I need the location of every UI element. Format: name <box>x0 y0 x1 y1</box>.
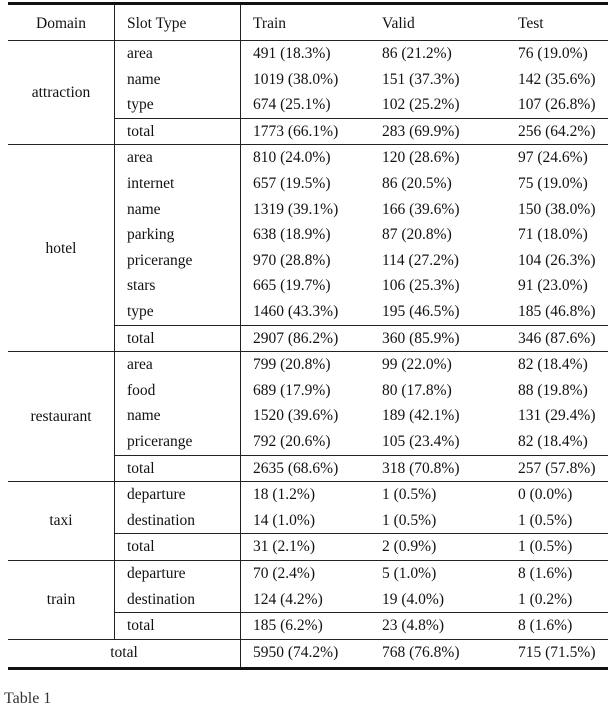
slot-type-cell: area <box>115 145 241 171</box>
test-cell: 76 (19.0%) <box>518 45 588 63</box>
test-cell: 346 (87.6%) <box>506 325 608 352</box>
valid-cell: 23 (4.8%) <box>370 613 506 640</box>
slot-type-cell: pricerange <box>115 248 241 274</box>
table-body <box>8 41 608 669</box>
domain-cell: hotel <box>8 145 115 352</box>
table-row <box>8 145 608 171</box>
header-test: Test <box>506 4 608 41</box>
train-cell: 70 (2.4%) <box>241 560 371 586</box>
train-cell: 810 (24.0%) <box>241 145 371 171</box>
train-cell: 2635 (68.6%) <box>241 455 371 482</box>
valid-cell: 105 (23.4%) <box>382 432 460 450</box>
test-cell: 71 (18.0%) <box>518 226 588 244</box>
valid-cell: 80 (17.8%) <box>382 381 452 399</box>
slot-type-cell: name <box>115 403 241 429</box>
test-cell: 91 (23.0%) <box>518 277 588 295</box>
train-cell: 689 (17.9%) <box>253 381 331 399</box>
test-cell: 1 (0.5%) <box>506 534 608 561</box>
slot-type-cell: total <box>115 534 241 561</box>
slot-type-cell: total <box>115 613 241 640</box>
domain-cell: restaurant <box>8 352 115 482</box>
test-cell: 104 (26.3%) <box>518 251 596 269</box>
train-cell: 674 (25.1%) <box>253 96 331 114</box>
domain-cell: attraction <box>8 41 115 145</box>
slot-type-cell: departure <box>115 482 241 508</box>
table-row <box>8 41 608 67</box>
slot-type-cell: total <box>115 325 241 352</box>
slot-type-cell: destination <box>115 508 241 534</box>
train-cell: 1019 (38.0%) <box>253 70 339 88</box>
train-cell: 1460 (43.3%) <box>253 302 339 320</box>
valid-cell: 166 (39.6%) <box>382 200 460 218</box>
test-cell: 82 (18.4%) <box>506 352 608 378</box>
train-cell: 14 (1.0%) <box>253 511 315 529</box>
valid-cell: 283 (69.9%) <box>370 118 506 145</box>
slot-type-cell: area <box>115 352 241 378</box>
test-cell: 715 (71.5%) <box>506 639 608 668</box>
test-cell: 0 (0.0%) <box>506 482 608 508</box>
test-cell: 82 (18.4%) <box>518 432 588 450</box>
test-cell: 257 (57.8%) <box>506 455 608 482</box>
test-cell: 1 (0.2%) <box>518 590 573 608</box>
slot-statistics-table <box>8 2 608 670</box>
test-cell: 131 (29.4%) <box>518 407 596 425</box>
slot-type-cell: pricerange <box>115 429 241 455</box>
table-row <box>8 560 608 586</box>
table-caption: Table 1 <box>4 690 52 707</box>
test-cell: 8 (1.6%) <box>506 613 608 640</box>
slot-type-cell: name <box>115 197 241 223</box>
valid-cell: 102 (25.2%) <box>382 96 460 114</box>
valid-cell: 318 (70.8%) <box>370 455 506 482</box>
header-train: Train <box>241 4 371 41</box>
slot-type-cell: type <box>115 92 241 118</box>
header-slot-type: Slot Type <box>115 4 241 41</box>
valid-cell: 99 (22.0%) <box>370 352 506 378</box>
train-cell: 799 (20.8%) <box>241 352 371 378</box>
valid-cell: 106 (25.3%) <box>382 277 460 295</box>
valid-cell: 5 (1.0%) <box>370 560 506 586</box>
train-cell: 5950 (74.2%) <box>241 639 371 668</box>
test-cell: 185 (46.8%) <box>518 302 596 320</box>
slot-type-cell: departure <box>115 560 241 586</box>
table-row <box>8 482 608 508</box>
train-cell: 31 (2.1%) <box>241 534 371 561</box>
test-cell: 88 (19.8%) <box>518 381 588 399</box>
valid-cell: 1 (0.5%) <box>382 511 437 529</box>
header-row <box>8 4 608 41</box>
slot-type-cell: internet <box>115 171 241 197</box>
train-cell: 491 (18.3%) <box>253 45 331 63</box>
valid-cell: 151 (37.3%) <box>382 70 460 88</box>
train-cell: 638 (18.9%) <box>253 226 331 244</box>
valid-cell: 87 (20.8%) <box>382 226 452 244</box>
train-cell: 2907 (86.2%) <box>241 325 371 352</box>
valid-cell: 86 (21.2%) <box>382 45 452 63</box>
grand-total-label: total <box>8 639 241 668</box>
slot-type-cell: total <box>115 118 241 145</box>
train-cell: 1319 (39.1%) <box>253 200 339 218</box>
header-domain: Domain <box>8 4 115 41</box>
train-cell: 1520 (39.6%) <box>253 407 339 425</box>
train-cell: 18 (1.2%) <box>241 482 371 508</box>
train-cell: 665 (19.7%) <box>253 277 331 295</box>
valid-cell: 360 (85.9%) <box>370 325 506 352</box>
domain-cell: taxi <box>8 482 115 561</box>
valid-cell: 120 (28.6%) <box>370 145 506 171</box>
slot-type-cell: food <box>115 378 241 404</box>
slot-statistics-table-container <box>8 2 608 670</box>
train-cell: 970 (28.8%) <box>253 251 331 269</box>
train-cell: 1773 (66.1%) <box>241 118 371 145</box>
train-cell: 185 (6.2%) <box>241 613 371 640</box>
valid-cell: 2 (0.9%) <box>370 534 506 561</box>
train-cell: 124 (4.2%) <box>253 590 323 608</box>
slot-type-cell: total <box>115 455 241 482</box>
train-cell: 657 (19.5%) <box>253 175 331 193</box>
test-cell: 75 (19.0%) <box>518 175 588 193</box>
grand-total-row <box>8 639 608 668</box>
valid-cell: 19 (4.0%) <box>382 590 444 608</box>
slot-type-cell: stars <box>115 273 241 299</box>
test-cell: 150 (38.0%) <box>518 200 596 218</box>
domain-cell: train <box>8 560 115 639</box>
test-cell: 8 (1.6%) <box>506 560 608 586</box>
valid-cell: 195 (46.5%) <box>382 302 460 320</box>
valid-cell: 1 (0.5%) <box>370 482 506 508</box>
test-cell: 142 (35.6%) <box>518 70 596 88</box>
slot-type-cell: area <box>115 41 241 67</box>
valid-cell: 768 (76.8%) <box>370 639 506 668</box>
test-cell: 97 (24.6%) <box>506 145 608 171</box>
slot-type-cell: type <box>115 299 241 325</box>
test-cell: 107 (26.8%) <box>518 96 596 114</box>
header-valid: Valid <box>370 4 506 41</box>
slot-type-cell: parking <box>115 222 241 248</box>
slot-type-cell: destination <box>115 586 241 612</box>
table-row <box>8 352 608 378</box>
test-cell: 256 (64.2%) <box>506 118 608 145</box>
train-cell: 792 (20.6%) <box>253 432 331 450</box>
valid-cell: 189 (42.1%) <box>382 407 460 425</box>
valid-cell: 114 (27.2%) <box>382 251 459 269</box>
slot-type-cell: name <box>115 67 241 93</box>
valid-cell: 86 (20.5%) <box>382 175 452 193</box>
test-cell: 1 (0.5%) <box>518 511 573 529</box>
